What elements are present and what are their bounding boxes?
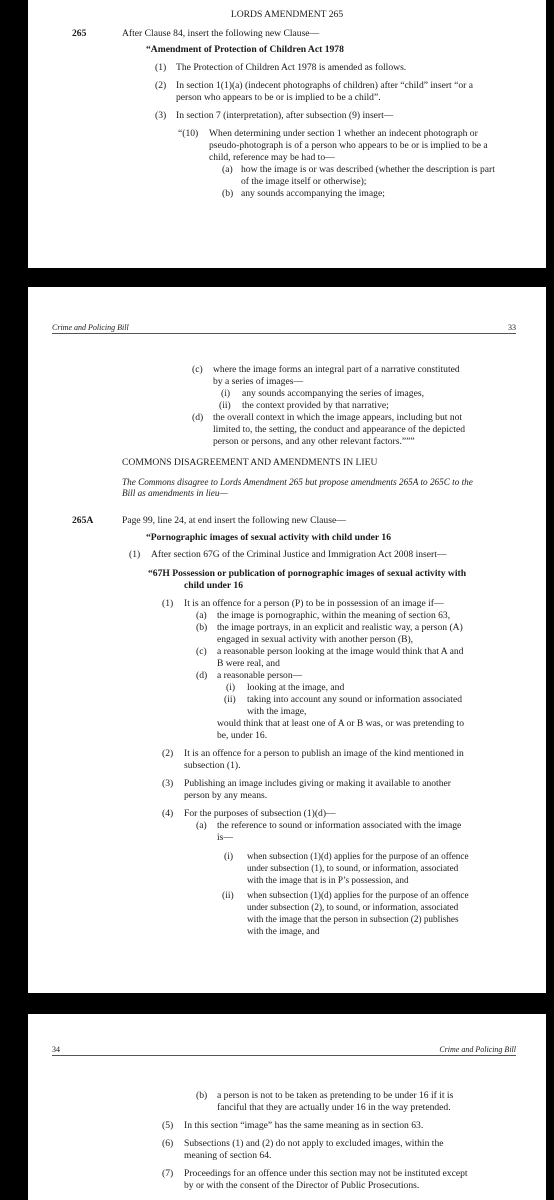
subparagraph-text: under subsection (2), to sound, or information, associated	[247, 902, 459, 912]
paragraph-text: the image portrays, in an explicit and realistic way, a person (A)	[217, 622, 463, 633]
subsection-text: Subsections (1) and (2) do not apply to excluded images, within the	[184, 1138, 444, 1149]
subsection-text: Publishing an image includes giving or making it available to another	[184, 778, 451, 789]
subparagraph-number: (i)	[226, 682, 236, 693]
paragraph-text: where the image forms an integral part of a narrative constituted	[213, 364, 460, 375]
paragraph-text: fanciful that they are actually under 16 in the way pretended.	[217, 1102, 451, 1113]
subsection-text: person by any means.	[184, 790, 268, 801]
subparagraph-text: under subsection (1), to sound, or information, associated	[247, 863, 459, 873]
amendment-intro: Page 99, line 24, at end insert the following new Clause—	[122, 515, 346, 526]
subsection-text: In section 7 (interpretation), after subsection (9) insert—	[176, 110, 394, 121]
paragraph-text: how the image is or was described (whether the description is part	[241, 164, 495, 175]
amendment-heading: LORDS AMENDMENT 265	[230, 9, 344, 20]
subparagraph-text: when subsection (1)(d) applies for the purpose of an offence	[247, 890, 469, 900]
subsection-text: After section 67G of the Criminal Justice and Immigration Act 2008 insert—	[151, 549, 447, 560]
subsection-number: “(10)	[178, 128, 199, 139]
paragraph-letter: (a)	[222, 164, 233, 175]
subsection-number: (1)	[162, 598, 174, 609]
paragraph-letter: (b)	[196, 1090, 208, 1101]
paragraph-text: would think that at least one of A or B was, or was pretending to	[217, 718, 464, 729]
paragraph-text: is—	[217, 832, 233, 843]
subsection-number: (1)	[155, 62, 167, 73]
paragraph-letter: (c)	[192, 364, 203, 375]
subsection-text: In section 1(1)(a) (indecent photographs of children) after “child” insert “or a	[176, 80, 474, 91]
section-67h-heading: child under 16	[184, 580, 244, 591]
subsection-text: child, reference may be had to—	[209, 152, 335, 163]
subparagraph-text: taking into account any sound or information associated	[247, 694, 463, 705]
page-number: 34	[52, 1045, 60, 1054]
paragraph-text: B were real, and	[217, 658, 280, 669]
paragraph-letter: (a)	[196, 820, 207, 831]
subsection-text: subsection (1).	[184, 760, 241, 771]
running-head: Crime and Policing Bill	[52, 323, 129, 332]
amendment-number: 265	[72, 28, 87, 39]
subsection-number: (5)	[162, 1120, 174, 1131]
document-page-1	[28, 0, 546, 268]
paragraph-text: of the image itself or otherwise);	[241, 176, 367, 187]
subsection-text: For the purposes of subsection (1)(d)—	[184, 808, 336, 819]
paragraph-text: limited to, the setting, the conduct and appearance of the depicted	[213, 424, 466, 435]
subparagraph-text: with the image, and	[247, 926, 320, 936]
paragraph-text: engaged in sexual activity with another person (B),	[217, 634, 414, 645]
paragraph-text: the overall context in which the image appears, including but not	[213, 412, 463, 423]
subsection-text: Proceedings for an offence under this section may not be instituted except	[184, 1168, 468, 1179]
subparagraph-number: (ii)	[222, 890, 234, 901]
subsection-text: pseudo-photograph is of a person who appears to be or is implied to be a	[209, 140, 488, 151]
subparagraph-text: looking at the image, and	[247, 682, 345, 693]
subsection-number: (3)	[162, 778, 174, 789]
clause-title: “Pornographic images of sexual activity with child under 16	[146, 532, 391, 543]
subsection-text: meaning of section 64.	[184, 1150, 272, 1161]
paragraph-letter: (b)	[222, 188, 234, 199]
header-rule	[52, 333, 516, 334]
subsection-text: The Protection of Children Act 1978 is amended as follows.	[176, 62, 407, 73]
paragraph-text: person or persons, and any other relevant factors.”””	[213, 436, 415, 447]
subsection-number: (2)	[155, 80, 167, 91]
paragraph-letter: (a)	[196, 610, 207, 621]
subparagraph-text: with the image that is in P’s possession, and	[247, 875, 409, 885]
paragraph-text: any sounds accompanying the image;	[241, 188, 385, 199]
subsection-text: When determining under section 1 whether an indecent photograph or	[209, 128, 478, 139]
document-page-2	[28, 287, 546, 993]
subparagraph-number: (ii)	[224, 694, 236, 705]
paragraph-text: be, under 16.	[217, 730, 268, 741]
subsection-number: (4)	[162, 808, 174, 819]
paragraph-text: a reasonable person—	[217, 670, 303, 681]
subparagraph-number: (i)	[221, 388, 231, 399]
subparagraph-text: any sounds accompanying the series of images,	[242, 388, 424, 399]
subsection-number: (6)	[162, 1138, 174, 1149]
paragraph-text: the image is pornographic, within the meaning of section 63,	[217, 610, 451, 621]
subparagraph-number: (ii)	[219, 400, 231, 411]
paragraph-text: a reasonable person looking at the image would think that A and	[217, 646, 464, 657]
paragraph-letter: (c)	[196, 646, 207, 657]
disagreement-note: Bill as amendments in lieu—	[122, 488, 228, 498]
disagreement-note: The Commons disagree to Lords Amendment 265 but propose amendments 265A to 265C to the	[122, 477, 473, 487]
subsection-text: In this section “image” has the same meaning as in section 63.	[184, 1120, 424, 1131]
running-head: Crime and Policing Bill	[439, 1045, 516, 1054]
paragraph-letter: (b)	[196, 622, 208, 633]
paragraph-text: by a series of images—	[213, 376, 304, 387]
subsection-number: (7)	[162, 1168, 174, 1179]
subsection-text: person who appears to be or is implied to be a child”.	[176, 92, 381, 103]
subparagraph-text: with the image that the person in subsection (2) publishes	[247, 914, 459, 924]
subparagraph-text: the context provided by that narrative;	[242, 400, 389, 411]
section-heading: COMMONS DISAGREEMENT AND AMENDMENTS IN LIEU	[122, 457, 378, 468]
document-page-3	[28, 1014, 546, 1200]
subparagraph-number: (i)	[224, 851, 234, 862]
subparagraph-text: with the image,	[247, 706, 307, 717]
subsection-text: It is an offence for a person to publish an image of the kind mentioned in	[184, 748, 464, 759]
subsection-text: by or with the consent of the Director of Public Prosecutions.	[184, 1180, 420, 1191]
subsection-number: (1)	[129, 549, 141, 560]
subsection-number: (3)	[155, 110, 167, 121]
section-67h-heading: “67H Possession or publication of pornographic images of sexual activity with	[148, 568, 467, 579]
subsection-text: It is an offence for a person (P) to be in possession of an image if—	[184, 598, 444, 609]
paragraph-text: a person is not to be taken as pretending to be under 16 if it is	[217, 1090, 454, 1101]
paragraph-letter: (d)	[192, 412, 204, 423]
paragraph-letter: (d)	[196, 670, 208, 681]
amendment-intro: After Clause 84, insert the following new Clause—	[122, 28, 320, 39]
header-rule	[52, 1055, 516, 1056]
amendment-number: 265A	[72, 515, 94, 526]
subparagraph-text: when subsection (1)(d) applies for the purpose of an offence	[247, 851, 469, 861]
clause-title: “Amendment of Protection of Children Act 1978	[146, 44, 344, 55]
page-number: 33	[508, 323, 516, 332]
subsection-number: (2)	[162, 748, 174, 759]
paragraph-text: the reference to sound or information associated with the image	[217, 820, 462, 831]
